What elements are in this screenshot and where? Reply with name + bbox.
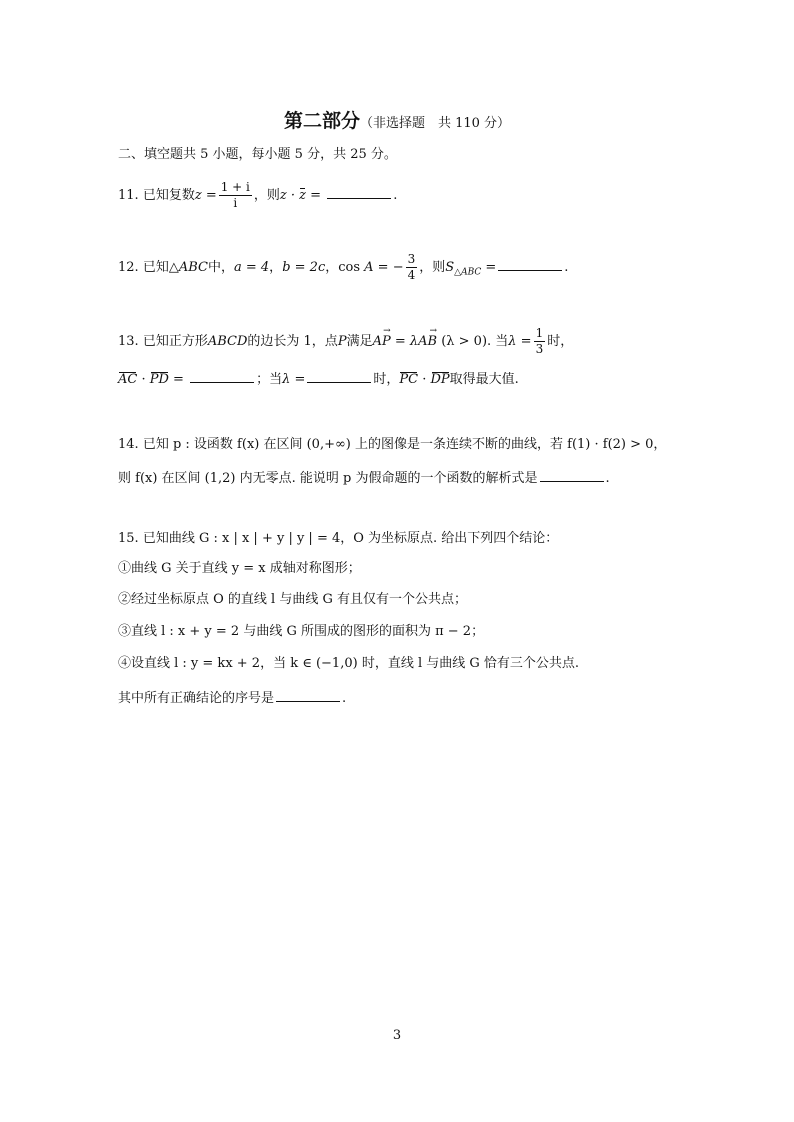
q15-ask xyxy=(118,688,346,708)
q13-vector-dp: DP xyxy=(430,372,450,387)
q15-end: . xyxy=(342,691,347,706)
q13-point-p: P xyxy=(337,334,347,349)
q13-text-5: 时， xyxy=(547,334,574,349)
q11-z-eq: z = xyxy=(194,188,217,203)
q11-answer-blank[interactable] xyxy=(327,185,391,199)
q13-lambda-eq: λ = xyxy=(508,334,532,349)
q11-text-1: 已知复数 xyxy=(142,188,195,203)
q14-answer-blank[interactable] xyxy=(540,468,604,482)
q13-text-8: 取得最大值. xyxy=(449,372,519,387)
instruction: 二、填空题共 5 小题，每小题 5 分，共 25 分。 xyxy=(118,147,397,162)
q13-fraction xyxy=(534,326,546,357)
q12-text-1: 已知△ xyxy=(142,260,179,275)
q13-vector-pd: PD xyxy=(149,372,169,387)
q15-conclusion-4: ④设直线 l : y = kx + 2，当 k ∈ (−1,0) 时，直线 l 与曲线 G 恰有三个公共点. xyxy=(118,656,580,671)
q13-frac-den: 3 xyxy=(535,342,544,356)
q13-condition: (λ > 0) xyxy=(441,334,488,349)
q11-eq: = xyxy=(306,188,322,203)
q13-vector-pc: PC xyxy=(399,372,419,387)
q13-vector-ac: AC xyxy=(118,372,138,387)
q12-fraction xyxy=(406,252,418,283)
q15-conclusion-3: ③直线 l : x + y = 2 与曲线 G 所围成的图形的面积为 π − 2； xyxy=(118,624,485,639)
q12-sep-1: ， xyxy=(269,260,283,275)
q13-text-6: ；当 xyxy=(256,372,283,387)
q13-dot-1: · xyxy=(137,372,150,387)
q11-fraction xyxy=(219,180,252,211)
q12-cos-label: cos xyxy=(338,260,361,275)
question-12 xyxy=(118,252,568,283)
q12-abc: ABC xyxy=(178,260,208,275)
section-subtitle: （非选择题 共 110 分） xyxy=(359,116,511,131)
page-number: 3 xyxy=(392,1028,402,1043)
q15-conclusion-2: ②经过坐标原点 O 的直线 l 与曲线 G 有且仅有一个公共点； xyxy=(118,592,467,607)
q13-text-2: 的边长为 1，点 xyxy=(247,334,338,349)
q14-line-2-text: 则 f(x) 在区间 (1,2) 内无零点. 能说明 p 为假命题的一个函数的解析式是 xyxy=(118,471,538,486)
q13-text-4: . 当 xyxy=(487,334,509,349)
q12-number: 12. xyxy=(118,260,139,275)
q11-expr-z: z · xyxy=(279,188,296,203)
q15-answer-blank[interactable] xyxy=(276,688,340,702)
q13-dot-2: · xyxy=(418,372,431,387)
question-13-line-2 xyxy=(118,369,519,389)
question-14-line-2 xyxy=(118,468,610,488)
q15-conclusion-1: ①曲线 G 关于直线 y = x 成轴对称图形； xyxy=(118,561,361,576)
q12-cos-eq: = − xyxy=(373,260,404,275)
q13-text-1: 已知正方形 xyxy=(142,334,208,349)
q12-answer-blank[interactable] xyxy=(498,257,562,271)
q15-number: 15. xyxy=(118,531,139,546)
q13-eq-lambda: = λ xyxy=(390,334,419,349)
q13-answer-blank-1[interactable] xyxy=(190,369,254,383)
q13-text-7: 时， xyxy=(373,372,400,387)
q11-text-2: ，则 xyxy=(253,188,280,203)
q12-frac-den: 4 xyxy=(407,268,416,282)
q14-number: 14. xyxy=(118,437,139,452)
q11-frac-num: 1 + i xyxy=(220,180,250,194)
q12-area-s: S xyxy=(445,260,455,275)
q12-sep-2: ， xyxy=(325,260,339,275)
q13-vector-ap: → AP xyxy=(373,333,391,351)
q15-stem-text: 已知曲线 G : x | x | + y | y | = 4，O 为坐标原点. 给出下列四个结论： xyxy=(142,531,559,546)
q11-expr-zbar: z xyxy=(299,188,307,203)
q14-end: . xyxy=(605,471,610,486)
q13-answer-blank-2[interactable] xyxy=(307,369,371,383)
q13-abcd: ABCD xyxy=(207,334,248,349)
q12-a-eq: a = 4 xyxy=(233,260,270,275)
q12-text-2: 中， xyxy=(207,260,234,275)
q13-vector-ab: → AB xyxy=(418,333,437,351)
q13-text-3: 满足 xyxy=(346,334,373,349)
section-title: 第二部分 xyxy=(283,110,360,132)
q13-lambda-2: λ = xyxy=(282,372,306,387)
section-header xyxy=(0,106,794,133)
question-11 xyxy=(118,180,397,211)
q12-angle-a: A xyxy=(364,260,374,275)
q12-area-subscript: △ABC xyxy=(454,267,482,278)
question-13-line-1 xyxy=(118,326,573,357)
question-14-line-1 xyxy=(118,436,666,454)
q12-text-3: ，则 xyxy=(419,260,446,275)
q13-eq-1: = xyxy=(168,372,184,387)
q11-end: . xyxy=(393,188,398,203)
q14-line-1-text: 已知 p : 设函数 f(x) 在区间 (0,+∞) 上的图像是一条连续不断的曲线，若 f(1) · f(2) > 0， xyxy=(142,437,667,452)
q13-frac-num: 1 xyxy=(535,326,544,340)
q12-b-eq: b = 2c xyxy=(282,260,326,275)
q15-ask-text: 其中所有正确结论的序号是 xyxy=(118,691,275,706)
question-15-stem xyxy=(118,530,558,548)
q11-frac-den: i xyxy=(233,196,238,210)
q12-frac-num: 3 xyxy=(407,252,416,266)
q13-number: 13. xyxy=(118,334,139,349)
q11-number: 11. xyxy=(118,188,139,203)
q12-end: . xyxy=(564,260,569,275)
q12-eq: = xyxy=(481,260,497,275)
